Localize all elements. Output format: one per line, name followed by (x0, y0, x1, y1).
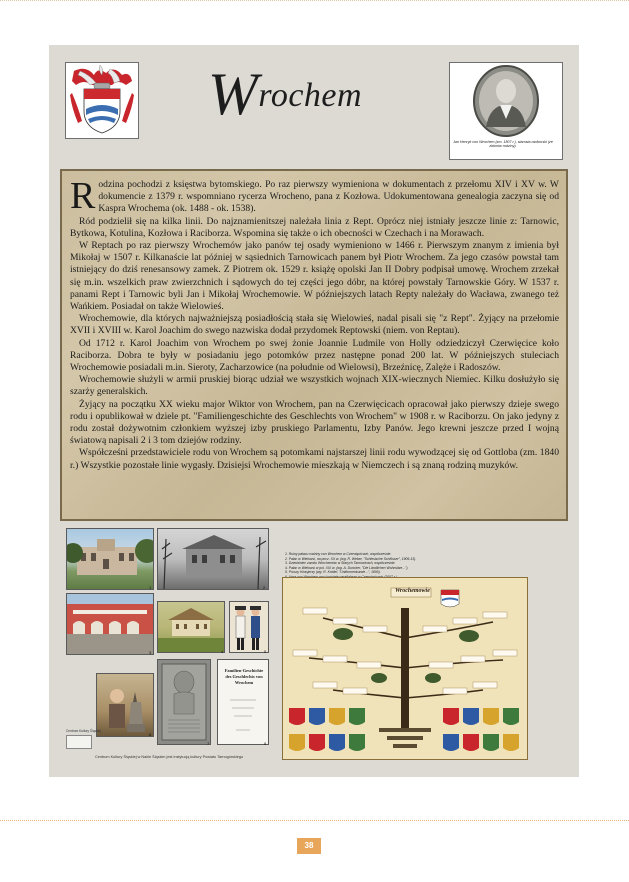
page-number: 38 (304, 841, 314, 850)
footer-rule (0, 820, 629, 821)
photo-number: 3 (149, 650, 152, 655)
coat-of-arms-icon (66, 63, 138, 138)
photo-wielowies-palace-painting (157, 601, 225, 653)
legend-item: 3. Dziedziniec zamku Wrochemów w Starych Tarnowicach, współcześnie. (285, 561, 396, 565)
photo-number: 2 (263, 585, 266, 590)
article-paragraph: Ród podzielił się na kilka linii. Do najznamienitszej należała linia z Rept. Oprócz niej istniały jeszcze linie z: Tarnowic, Bytkowa, Kotulina, Kozłowa i Raciborza. Wspomina się także o ich obecności w Czechach i na Morawach. (70, 215, 559, 239)
article-paragraph: Współcześni przedstawiciele rodu von Wrochem są potomkami najstarszej linii rodu wywodzącej się od Gottloba (zm. 1840 r.) Wszystkie pozostałe linie wygasły. Dzisiejsi Wrochemowie mieszkają w Niemczech i są znaną rodziną muzyków. (70, 447, 559, 471)
footer-logo (66, 735, 92, 749)
photo-tombstone (157, 659, 211, 745)
legend-item: 5. Pruscy Kirasjerzy (wg. R. Knötel, "Uniformenkunde...", 1890). (285, 570, 381, 574)
legend-item: 2. Pałac w Wielowsi, na pocz. XX w. (wg. R. Weber, "Schlesische Schlösser", 1909-13). (285, 556, 417, 561)
book-title: Familien-Geschichte des Geschlechts von Wrochem (224, 668, 264, 685)
article-paragraph: Wrochemowie służyli w armii pruskiej biorąc udział we wszystkich wojnach XIX-wiecznych Niemiec. Kilku dosłużyło się szarży generalskich. (70, 374, 559, 398)
photo-number: 8 (264, 741, 267, 746)
article-paragraph: Żyjący na początku XX wieku major Wiktor von Wrochem, pan na Czerwięcicach opracował jako pierwszy dzieje swego rodu i opublikował w dziele pt. "Familiengeschichte des Geschlechts von Wrochem" w 1908 r. w Raciborzu. On jako jedyny z rodu został dożywotnim członkiem wyższej izby pruskiego Parlamentu, Izby Panów. Jego krewni jeszcze przed I wojną światową napisali 2 i 3 tom dziejów rodziny. (70, 398, 559, 447)
coat-of-arms-frame (65, 62, 139, 139)
page-title (175, 61, 395, 127)
portrait-oval-icon (450, 63, 562, 139)
photo-number: 7 (207, 741, 210, 746)
photo-palace-ruins (66, 528, 154, 590)
article-paragraph: Od 1712 r. Karol Joachim von Wrochem po swej żonie Joannie Ludmile von Holly odziedziczył Czerwięcice koło Raciborza. Dobra te były w posiadaniu jego potomków przez następne ponad 200 lat. W późniejszych stuleciach Wrochemowie posiadali m.in. Sieroty, Zacharzowice (na południe od Wielowsi), Brzeźnicę, Zalęże i Radoszów. (70, 337, 559, 374)
article-dropcap: R (70, 175, 96, 217)
article-paragraph: odzina pochodzi z księstwa bytomskiego. Po raz pierwszy wymieniona w dokumentach z przełomu XIV i XV w. W dokumencie z 1379 r. wspomniano rycerza Wrocheno, pana z Kozłowa. Udokumentowana genealogia zaczyna się od Kaspra Wrochema (ok. 1488 - ok. 1538). (98, 179, 559, 215)
photo-number: 4 (221, 649, 224, 654)
photo-urn (96, 673, 154, 737)
family-tree-graphic (283, 578, 527, 759)
article-paragraph: Wrochemowie, dla których najważniejszą posiadłością stała się Wielowieś, nadal pisali się "z Rept". Żyjący na przełomie XVII i XVIII w. Karol Joachim do swego nazwiska dodał przydomek Reptowski (niem. von Reptau). (70, 313, 559, 337)
article-text-box (60, 169, 568, 521)
legend-item: 1. Ruiny pałacu rodziny von Wrochem w Czerwięcicach, współcześnie. (285, 552, 392, 556)
photo-wielowies-palace-old (157, 528, 269, 590)
portrait-caption: Jan Henryk von Wrochem (zm. 1807 r.), starosta raciborski (ze zbiorów rodziny). (453, 140, 553, 149)
legend-item: 4. Pałac w Wielowsi w poł. XIX w. (wg. A. Duncker, "Die Ländlichen Wohnsitze..."). (285, 565, 409, 570)
photo-book-title-page (217, 659, 269, 745)
family-tree-title: Wrochemowie (395, 588, 430, 594)
title-initial: W (207, 61, 259, 127)
photo-number: 6 (149, 732, 152, 737)
photo-cuirassiers (229, 601, 269, 653)
photo-castle-courtyard (66, 593, 154, 655)
footer-logo-text: Centrum Kultury Śląskiej (66, 729, 101, 733)
family-tree (282, 577, 528, 760)
photo-number: 1 (149, 585, 152, 590)
title-rest: rochem (258, 77, 363, 114)
photo-number: 5 (264, 649, 267, 654)
article-paragraph: W Reptach po raz pierwszy Wrochemów jako panów tej osady wymieniono w 1466 r. Pierwszym znanym z imienia był Mikołaj w 1507 r. Kilkanaście lat później w sąsiednich Tarnowicach panem był Piotr Wrochem. Za jego czasów powstał tam istniejący do dziś renesansowy zamek. Z Piotrem ok. 1529 r. książę opolski Jan II Dobry podpisał umowę. Wrochem zrzekał się m.in. wszelkich praw zwierzchnich i sądowych do tej części jego dóbr, na której powstały Tarnowskie Góry. W 1537 r. panami Rept i Tarnowic byli Jan i Mikołaj Wrochemowie. W późniejszych latach Repty należały do Wacława, zwanego też Wańkiem. Posiadał on także Wielowieś. (70, 240, 559, 313)
footer-note: Centrum Kultury Śląskiej w Nakle Śląskim jest instytucją kultury Powiatu Tarnogórskiego (95, 755, 244, 759)
